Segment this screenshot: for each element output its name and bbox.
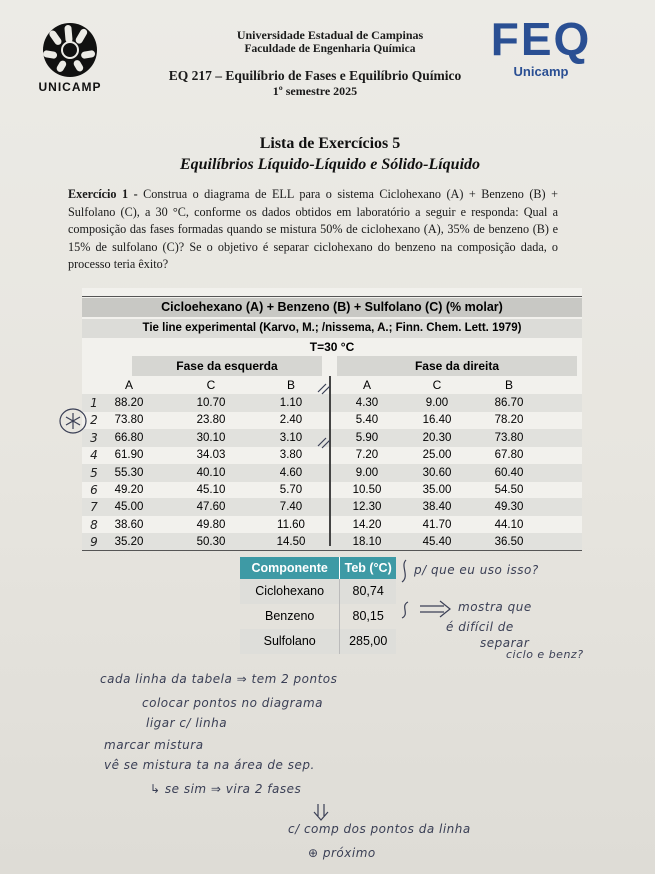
row-handwritten-number: 6 [90,483,98,497]
table-cell: 45.00 [114,501,144,514]
list-subtitle: Equilíbrios Líquido-Líquido e Sólido-Líquido [179,156,481,173]
faculty-name: Faculdade de Engenharia Química [244,43,416,55]
table-bottom-rule [82,550,582,551]
row-handwritten-number: 2 [90,413,98,428]
table-cell: 16.40 [422,414,452,427]
component-row [240,604,396,629]
table-cell: 44.10 [494,518,524,531]
note-hard-2: é difícil de [446,620,514,634]
col-header: B [504,378,513,392]
note-hard-1: mostra que [458,600,532,614]
note-line-5: vê se mistura ta na área de sep. [104,758,315,772]
teb-col-header: Teb (°C) [339,557,396,579]
row-handwritten-number: 7 [90,500,98,515]
component-teb: 80,74 [339,579,396,604]
table-cell: 9.00 [425,397,449,409]
component-row [240,579,396,604]
row-handwritten-number: 1 [90,396,98,410]
table-cell: 30.10 [196,431,226,444]
left-phase-header: Fase da esquerda [132,356,322,376]
table-cell: 5.90 [355,431,379,444]
table-cell: 5.70 [279,484,303,496]
table-cell: 11.60 [277,518,305,531]
arrow-mark-icon [418,598,454,620]
row-handwritten-number: 5 [90,465,98,480]
course-name: EQ 217 – Equilíbrio de Fases e Equilíbrio Químico [168,68,462,83]
table-cell: 10.50 [352,484,382,496]
table-cell: 7.40 [279,501,303,514]
table-top-rule [82,296,582,297]
semester: 1º semestre 2025 [272,84,358,98]
table-cell: 45.10 [196,484,226,496]
table-cell: 10.70 [196,397,226,409]
note-hard-3: separar [480,636,530,650]
col-header: A [362,378,371,392]
table-cell: 20.30 [422,431,452,444]
table-row [82,481,582,499]
course-header [135,68,495,99]
components-header [240,557,396,579]
table-cell: 50.30 [196,536,226,549]
table-cell: 73.80 [114,414,144,427]
table-cell: 14.20 [352,518,382,531]
table-cell: 34.03 [196,449,226,462]
table-cell: 35.20 [114,536,144,549]
table-cell: 18.10 [352,536,382,549]
table-cell: 9.00 [355,466,379,479]
table-cell: 7.20 [355,449,379,462]
table-cell: 1.10 [279,397,303,409]
table-row [82,533,582,551]
component-name: Ciclohexano [255,584,325,598]
university-name: Universidade Estadual de Campinas [236,28,424,42]
table-cell: 5.40 [355,414,379,427]
table-cell: 86.70 [494,397,524,409]
table-row [82,464,582,482]
table-cell: 4.60 [279,466,303,479]
unicamp-emblem-icon [38,20,102,78]
unicamp-logo-text: UNICAMP [38,80,102,94]
table-cell: 78.20 [494,414,524,427]
table-cell: 67.80 [494,449,524,462]
feq-logo-brand: FEQ [490,13,592,65]
table-cell: 61.90 [114,449,144,462]
components-table [240,557,396,654]
down-arrow-icon [312,802,330,822]
note-line-8: ⊕ próximo [308,846,376,860]
table-cell: 2.40 [279,414,303,427]
table-cell: 14.50 [276,536,306,549]
note-line-7: c/ comp dos pontos da linha [288,822,471,836]
brace-mark-icon [396,556,416,646]
table-title: Cicloehexano (A) + Benzeno (B) + Sulfolano (C) (% molar) [82,298,582,317]
table-cell: 41.70 [422,518,452,531]
table-cell: 36.50 [494,536,524,549]
table-cell: 23.80 [196,414,226,427]
table-cell: 4.30 [355,397,379,409]
component-teb: 285,00 [339,629,396,654]
table-row [82,516,582,534]
row-handwritten-number: 4 [90,448,98,463]
component-name: Benzeno [265,609,315,623]
table-cell: 73.80 [494,431,524,444]
list-title-block [100,134,560,176]
note-question: p/ que eu uso isso? [414,563,539,577]
col-header: A [124,378,133,392]
table-subtitle: Tie line experimental (Karvo, M.; /nissema, A.; Finn. Chem. Lett. 1979) [82,319,582,338]
component-teb: 80,15 [339,604,396,629]
list-title: Lista de Exercícios 5 [259,135,401,152]
table-cell: 38.40 [422,501,452,514]
table-cell: 54.50 [494,484,524,496]
note-hard-4: ciclo e benz? [506,648,584,661]
feq-logo [486,13,596,79]
table-cell: 38.60 [114,518,144,531]
col-header: C [432,378,442,392]
component-name: Sulfolano [263,634,316,648]
note-line-3: ligar c/ linha [146,716,228,730]
table-cell: 25.00 [422,449,452,462]
row-handwritten-number: 3 [90,430,98,445]
table-cell: 47.60 [196,501,226,514]
col-header: C [206,378,216,392]
note-line-4: marcar mistura [104,738,204,752]
table-cell: 49.30 [494,501,524,514]
table-cell: 3.80 [279,449,303,462]
table-temperature: T=30 °C [309,340,355,354]
table-cell: 88.20 [114,397,144,409]
table-row [82,498,582,516]
table-cell: 55.30 [114,466,144,479]
table-cell: 3.10 [279,431,303,444]
component-col-header: Componente [251,561,328,575]
institution-header [150,28,510,56]
exercise-label: Exercício 1 - [68,187,138,201]
unicamp-logo [30,20,110,94]
note-line-6: ↳ se sim ⇒ vira 2 fases [150,782,302,796]
table-cell: 12.30 [352,501,382,514]
feq-logo-sub: Unicamp [513,64,569,79]
note-line-2: colocar pontos no diagrama [142,696,324,710]
table-cell: 30.60 [422,466,452,479]
component-row [240,629,396,654]
row-handwritten-number: 8 [90,517,98,532]
slash-marks-icon [312,380,342,460]
note-line-1: cada linha da tabela ⇒ tem 2 pontos [100,672,338,686]
table-cell: 35.00 [422,484,452,496]
exercise-statement [68,186,558,274]
table-cell: 49.20 [114,484,144,496]
star-mark-icon [58,406,88,436]
table-cell: 60.40 [494,466,524,479]
row-handwritten-number: 9 [90,535,98,550]
right-phase-header: Fase da direita [337,356,577,376]
table-cell: 66.80 [114,431,144,444]
exercise-text: Construa o diagrama de ELL para o sistema Ciclohexano (A) + Benzeno (B) + Sulfolano (C), a 30 °C, conforme os dados obtidos em laboratório a seguir e responda: Qual a composição das fases formadas quando se mistura 50% de ciclohexano (A), 35% de benzeno (B) e 15% de sulfolano (C)? Se o objetivo é separar ciclohexano do benzeno na composição dada, o processo teria êxito? [68,187,558,271]
table-cell: 45.40 [422,536,452,549]
col-header: B [286,378,295,392]
table-cell: 49.80 [196,518,226,531]
table-cell: 40.10 [196,466,226,479]
